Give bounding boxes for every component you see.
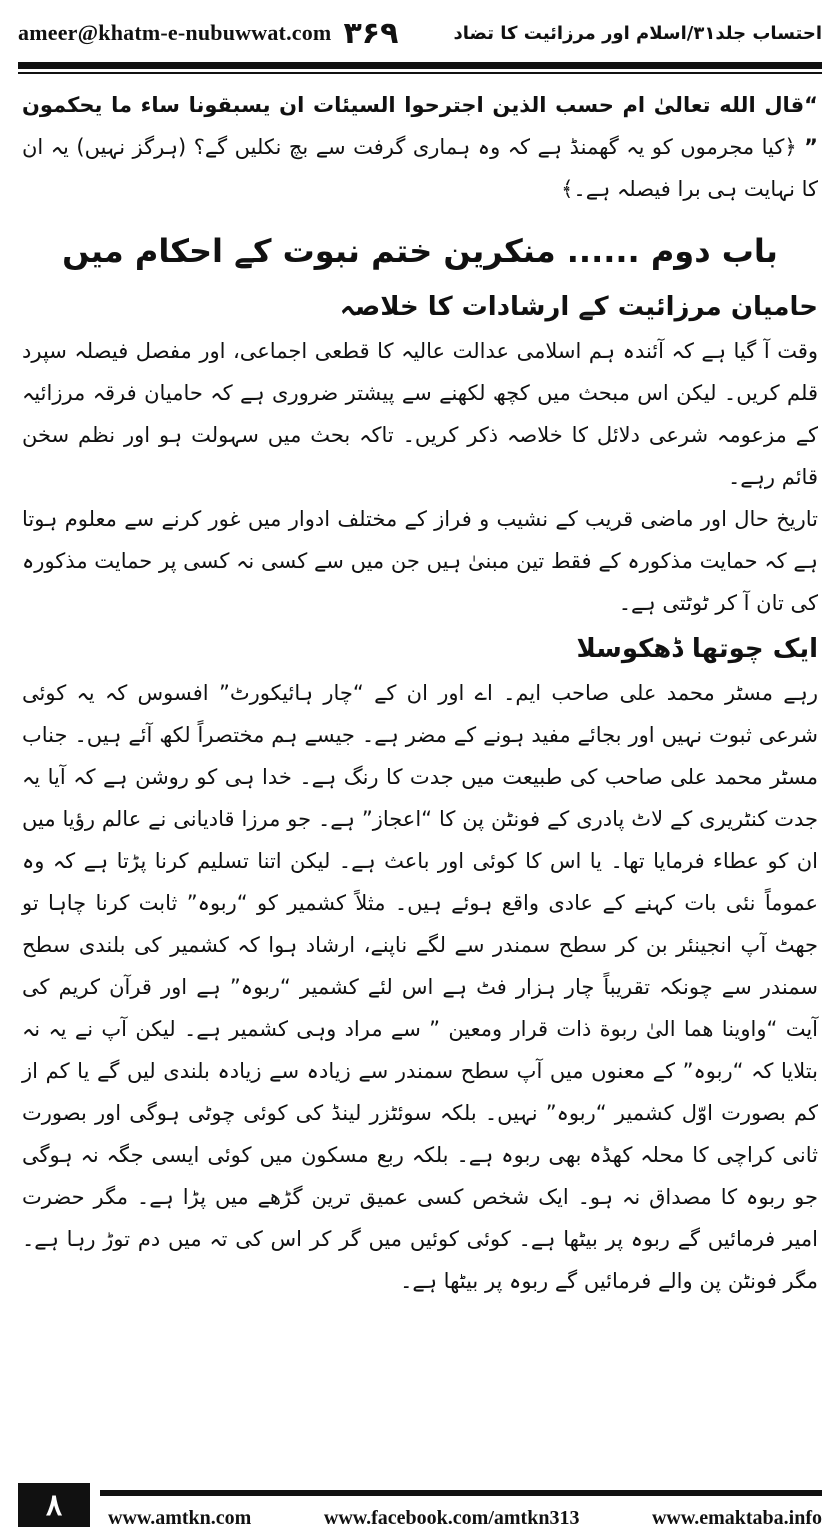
- verse-translation: ﴿کیا مجرموں کو یہ گھمنڈ ہے کہ وہ ہماری گرفت سے بچ نکلیں گے؟ (ہرگز نہیں) یہ ان کا نہایت ہی برا فیصلہ ہے۔﴾: [22, 135, 818, 201]
- header-left-group: [18, 16, 398, 51]
- page-number: ۳۶۹: [343, 15, 399, 51]
- header-email[interactable]: ameer@khatm-e-nubuwwat.com: [18, 20, 332, 45]
- paragraph: وقت آ گیا ہے کہ آئندہ ہم اسلامی عدالت عالیہ کا قطعی اجماعی، اور مفصل فیصلہ سپرد قلم کریں۔ لیکن اس مبحث میں کچھ لکھنے سے پیشتر ضروری ہے کہ حامیان فرقہ مرزائیہ کے مزعومہ شرعی دلائل کا خلاصہ ذکر کریں۔ تاکہ بحث میں سہولت ہو اور نظم سخن قائم رہے۔: [22, 339, 818, 489]
- footer-link[interactable]: www.amtkn.com: [108, 1506, 252, 1529]
- footer-link[interactable]: www.facebook.com/amtkn313: [323, 1506, 580, 1529]
- page-header: [18, 8, 822, 58]
- header-rule-thick: [18, 62, 822, 69]
- footer-links: [108, 1502, 822, 1534]
- paragraph: رہے مسٹر محمد علی صاحب ایم۔ اے اور ان کے “چار ہائیکورٹ” افسوس کہ یہ کوئی شرعی ثبوت نہیں اور بجائے مفید ہونے کے مضر ہے۔ جیسے ہم مختصراً لکھ آئے ہیں۔ جناب مسٹر محمد علی صاحب کی طبیعت میں جدت کا رنگ ہے۔ خدا ہی کو روشن ہے کہ آیا یہ جدت کنٹریری کے لاٹ پادری کے فونٹن پن کا “اعجاز” ہے۔ جو مرزا قادیانی نے عالم رؤیا میں ان کو عطاء فرمایا تھا۔ یا اس کا کوئی اور باعث ہے۔ لیکن اتنا تسلیم کرنا پڑتا ہے کہ وہ عموماً نئی بات کہنے کے عادی واقع ہوئے ہیں۔ مثلاً کشمیر کو “ربوہ” ثابت کرنا چاہا تو جھٹ آپ انجینئر بن کر سطح سمندر سے لگے ناپنے، ارشاد ہوا کہ کشمیر کی بلندی سطح سمندر سے چونکہ تقریباً چار ہزار فٹ ہے اس لئے کشمیر “ربوہ” ہے اور قرآن کریم کی آیت “واوينا هما الىٰ ربوة ذات قرار ومعين ” سے مراد وہی کشمیر ہے۔ لیکن آپ نے یہ نہ بتلایا کہ “ربوہ” کے معنوں میں آپ سطح سمندر سے زیادہ سے زیادہ بلندی لیں گے یا کم از کم بصورت اوّل کشمیر “ربوہ” نہیں۔ بلکہ سوئٹزر لینڈ کی کوئی چوٹی ہوگی اور بصورت ثانی کراچی کا محلہ کھڈہ بھی ربوہ ہے۔ بلکہ ربع مسکون میں کوئی ایسی جگہ نہ ہوگی جو ربوہ کا مصداق نہ ہو۔ ایک شخص کسی عمیق ترین گڑھے میں پڑا ہے۔ مگر حضرت امیر فرمائیں گے ربوہ پر بیٹھا ہے۔ کوئی کوئیں میں گر کر اس کی تہ میں دم توڑ رہا ہے۔ مگر فونٹن پن والے فرمائیں گے ربوہ پر بیٹھا ہے۔: [22, 681, 818, 1293]
- footer-rule: [100, 1490, 822, 1496]
- footer-link[interactable]: www.emaktaba.info: [651, 1506, 822, 1529]
- paragraph: تاریخ حال اور ماضی قریب کے نشیب و فراز کے مختلف ادوار میں غور کرنے سے معلوم ہوتا ہے کہ حمایت مذکورہ کے فقط تین مبنیٰ ہیں جن میں سے کسی نہ کسی پر حمایت مذکورہ کی تان آ کر ٹوٹتی ہے۔: [22, 507, 818, 615]
- header-rule-thin: [18, 72, 822, 74]
- chapter-title: باب دوم ...... منکرین ختم نبوت کے احکام میں: [62, 232, 778, 270]
- section-heading-summary: حامیان مرزائیت کے ارشادات کا خلاصہ: [339, 292, 818, 322]
- section-heading-fourth: ایک چوتھا ڈھکوسلا: [576, 634, 818, 664]
- footer-page-badge: ۸: [18, 1483, 90, 1527]
- page-content: [22, 84, 818, 1302]
- running-title: احتساب جلد۳۱/اسلام اور مرزائیت کا تضاد: [453, 22, 822, 44]
- arabic-verse: “قال الله تعالىٰ ام حسب الذين اجترحوا السيئات ان يسبقونا ساء ما يحكمون ”: [22, 93, 818, 159]
- opening-verse: [22, 84, 818, 210]
